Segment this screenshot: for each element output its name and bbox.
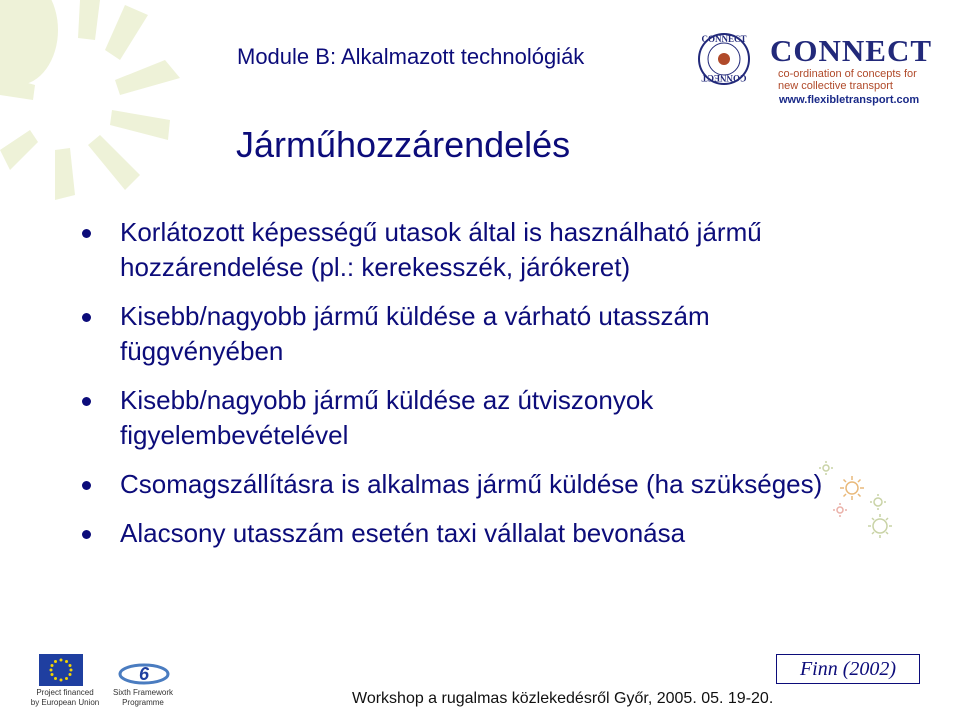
- eu-caption-line-2: by European Union: [30, 698, 100, 707]
- seal-text-bottom: CONNECT: [701, 73, 747, 83]
- eu-flag-icon: [39, 654, 83, 686]
- fp-caption-line-2: Programme: [122, 698, 164, 707]
- bullet-dot-icon: [82, 530, 91, 539]
- bullet-dot-icon: [82, 313, 91, 322]
- module-title: Module B: Alkalmazott technológiák: [237, 44, 585, 69]
- bullet-dot-icon: [82, 397, 91, 406]
- bullet-item: [82, 299, 842, 369]
- bullet-text: Korlátozott képességű utasok által is használható jármű hozzárendelése (pl.: kerekesszék, járókeret): [120, 217, 762, 282]
- connect-seal-icon: [692, 30, 756, 88]
- bullet-text: Alacsony utasszám esetén taxi vállalat bevonása: [120, 518, 686, 548]
- bullet-list: [82, 215, 842, 565]
- page-title: Járműhozzárendelés: [236, 124, 571, 165]
- bullet-item: [82, 383, 842, 453]
- bullet-text: Kisebb/nagyobb jármű küldése az útviszonyok figyelembevételével: [120, 385, 654, 450]
- bullet-dot-icon: [82, 481, 91, 490]
- small-suns-decoration: [812, 458, 902, 548]
- connect-url: www.flexibletransport.com: [779, 94, 920, 106]
- seal-text-top: CONNECT: [701, 34, 747, 44]
- citation: Finn (2002): [776, 654, 920, 684]
- fp-caption-line-1: Sixth Framework: [112, 688, 173, 697]
- bullet-text: Kisebb/nagyobb jármű küldése a várható utasszám függvényében: [120, 301, 710, 366]
- connect-tagline-line-1: co-ordination of concepts for: [778, 68, 917, 80]
- bullet-text: Csomagszállításra is alkalmas jármű küldése (ha szükséges): [120, 469, 823, 499]
- connect-tagline-line-2: new collective transport: [778, 80, 893, 92]
- eu-caption: [25, 688, 105, 708]
- bullet-item: [82, 467, 842, 502]
- bullet-item: [82, 516, 842, 551]
- eu-caption-line-1: Project financed: [36, 688, 94, 697]
- svg-text:6: 6: [138, 664, 150, 684]
- fp-caption: [108, 688, 178, 708]
- bullet-item: [82, 215, 842, 285]
- connect-tagline: [778, 68, 948, 92]
- footer-text: Workshop a rugalmas közlekedésről Győr, 2005. 05. 19-20.: [352, 690, 774, 707]
- sun-rays-decoration: [0, 0, 260, 210]
- sixth-framework-logo-icon: [116, 660, 172, 686]
- connect-logo-text: CONNECT: [770, 33, 933, 68]
- bullet-dot-icon: [82, 229, 91, 238]
